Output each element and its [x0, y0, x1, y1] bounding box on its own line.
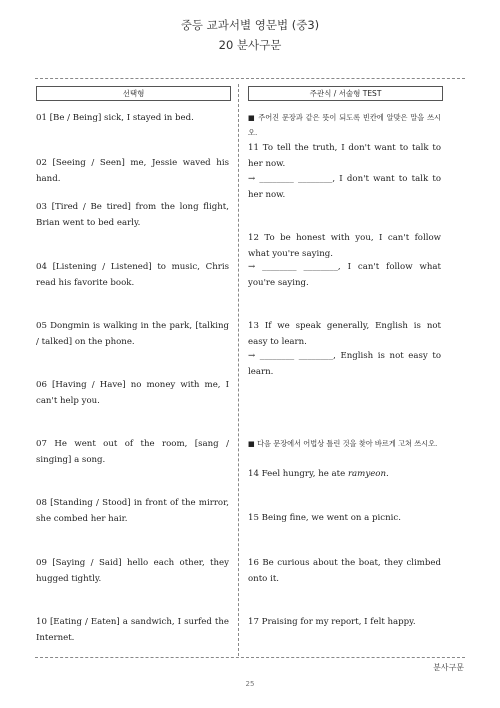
- column-divider: [238, 84, 239, 656]
- question-14-end: .: [385, 469, 389, 479]
- answer-line-12: → ________ ________, I can't follow what you're saying.: [248, 262, 441, 288]
- question-11: 11 To tell the truth, I don't want to talk to her now.: [248, 143, 441, 169]
- instruction-fill-blank: ■ 주어진 문장과 같은 뜻이 되도록 빈칸에 알맞은 말을 쓰시오.: [248, 113, 441, 137]
- instruction-correct-error: ■ 다음 문장에서 어법상 틀린 것을 찾아 바르게 고쳐 쓰시오.: [248, 439, 438, 448]
- question-15: 15 Being fine, we went on a picnic.: [248, 513, 401, 523]
- question-09: 09 [Saying / Said] hello each other, they hugged tightly.: [36, 558, 229, 584]
- question-01: 01 [Be / Being] sick, I stayed in bed.: [36, 113, 194, 123]
- question-16: 16 Be curious about the boat, they climbed onto it.: [248, 558, 441, 584]
- question-06: 06 [Having / Have] no money with me, I can't help you.: [36, 380, 229, 406]
- footer-section-label: 분사구문: [433, 663, 464, 672]
- question-05: 05 Dongmin is walking in the park, [talking / talked] on the phone.: [36, 321, 229, 347]
- question-02: 02 [Seeing / Seen] me, Jessie waved his hand.: [36, 158, 229, 184]
- top-divider: [35, 78, 465, 79]
- question-10: 10 [Eating / Eaten] a sandwich, I surfed the Internet.: [36, 617, 229, 643]
- question-14: [248, 467, 441, 483]
- question-14-text: 14 Feel hungry, he ate: [248, 469, 348, 479]
- question-08: 08 [Standing / Stood] in front of the mirror, she combed her hair.: [36, 498, 229, 524]
- bottom-divider: [35, 657, 465, 658]
- question-03: 03 [Tired / Be tired] from the long flight, Brian went to bed early.: [36, 202, 229, 228]
- question-12: 12 To be honest with you, I can't follow what you're saying.: [248, 233, 441, 259]
- question-13: 13 If we speak generally, English is not easy to learn.: [248, 321, 441, 347]
- question-17: 17 Praising for my report, I felt happy.: [248, 617, 416, 627]
- document-title: 중등 교과서별 영문법 (중3): [180, 18, 320, 32]
- question-04: 04 [Listening / Listened] to music, Chris read his favorite book.: [36, 262, 229, 288]
- page-number: 25: [245, 680, 255, 688]
- answer-line-13: → ________ ________, English is not easy to learn.: [248, 351, 441, 377]
- document-subtitle: 20 분사구문: [218, 38, 282, 52]
- right-column-header: 주관식 / 서술형 TEST: [248, 86, 443, 101]
- question-07: 07 He went out of the room, [sang / singing] a song.: [36, 439, 229, 465]
- answer-line-11: → ________ ________, I don't want to talk to her now.: [248, 174, 441, 200]
- question-14-italic: ramyeon: [347, 469, 386, 479]
- left-column-header: 선택형: [36, 86, 231, 101]
